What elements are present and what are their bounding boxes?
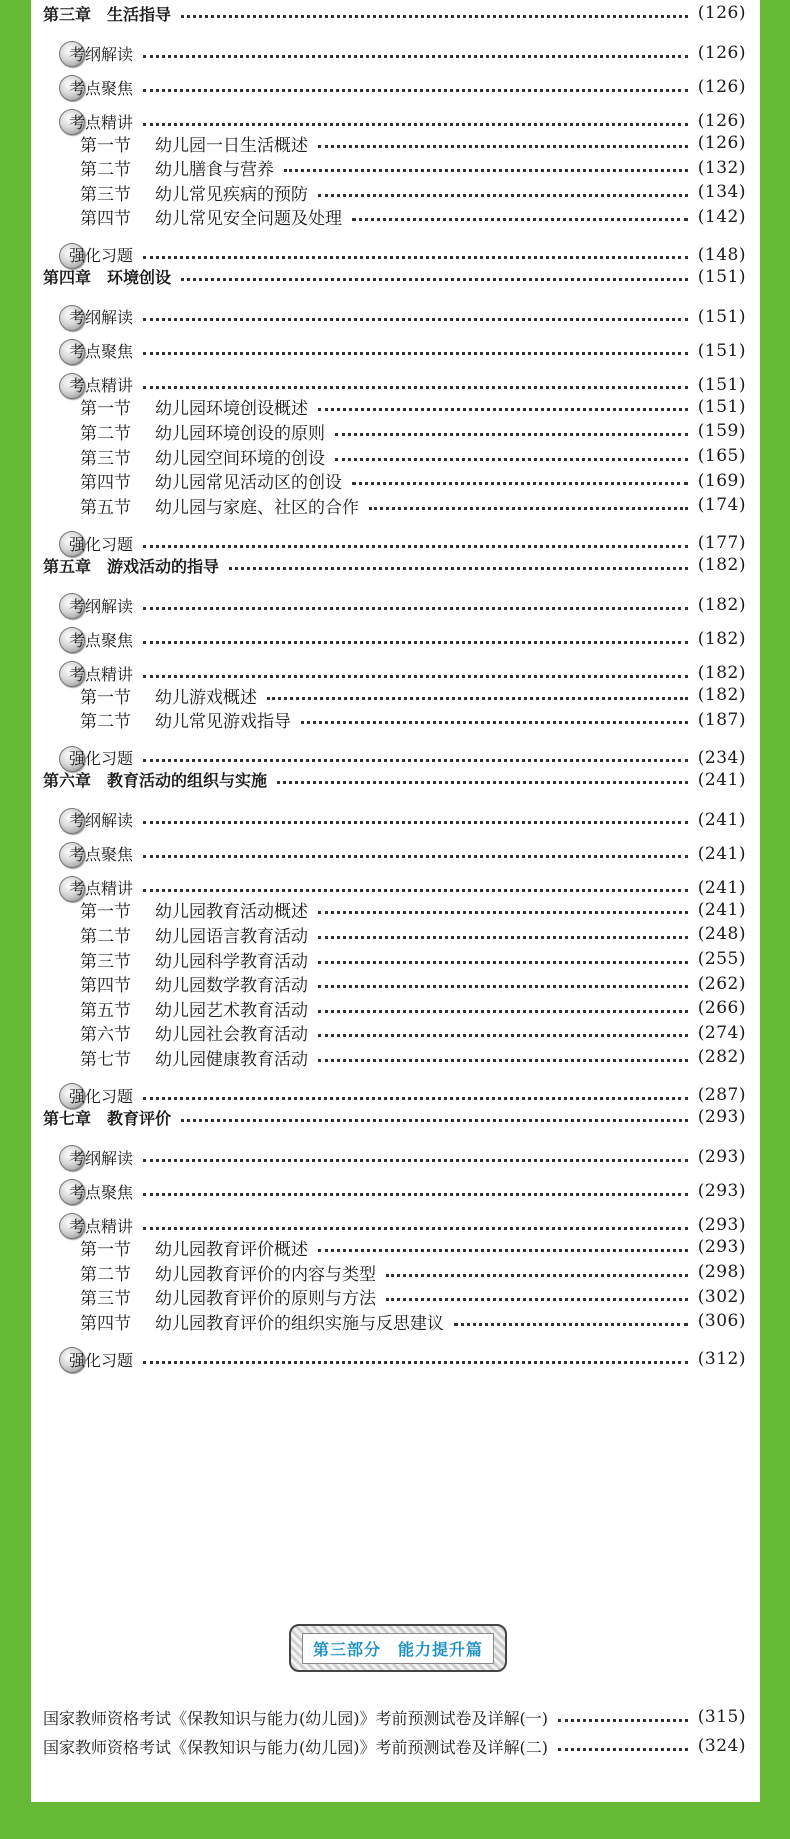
module-label: 考纲解读 xyxy=(69,596,134,616)
page-number: (241) xyxy=(697,769,746,790)
module-badge xyxy=(61,74,133,100)
chapter-title: 教育评价 xyxy=(107,1108,172,1128)
dot-leader xyxy=(318,936,688,939)
dot-leader xyxy=(143,1227,688,1230)
part-banner xyxy=(289,1624,507,1672)
dot-leader xyxy=(143,1361,688,1364)
dot-leader xyxy=(143,1097,688,1100)
dot-leader xyxy=(318,145,688,148)
toc-module-row xyxy=(31,592,760,618)
dot-leader xyxy=(335,458,688,461)
section-title: 幼儿园一日生活概述 xyxy=(155,135,308,156)
page-number: (134) xyxy=(697,182,746,203)
page-number: (248) xyxy=(697,924,746,945)
module-label: 强化习题 xyxy=(69,246,134,266)
page-number: (187) xyxy=(697,709,746,730)
dot-leader xyxy=(454,1323,688,1326)
page-number: (293) xyxy=(697,1181,746,1202)
toc-module-row xyxy=(31,1144,760,1170)
dot-leader xyxy=(143,675,688,678)
dot-leader xyxy=(143,123,688,126)
exam-title: 国家教师资格考试《保教知识与能力(幼儿园)》考前预测试卷及详解(二) xyxy=(43,1737,548,1757)
module-label: 考点精讲 xyxy=(69,879,134,899)
section-number: 第二节 xyxy=(80,160,131,181)
page-number: (159) xyxy=(697,421,746,442)
dot-leader xyxy=(143,607,688,610)
toc-section-row xyxy=(31,492,760,518)
module-label: 考纲解读 xyxy=(69,44,134,64)
section-title: 幼儿园科学教育活动 xyxy=(155,951,308,972)
dot-leader xyxy=(318,961,688,964)
toc-section-row xyxy=(31,921,760,947)
chapter-title: 教育活动的组织与实施 xyxy=(107,771,268,791)
page-number: (182) xyxy=(697,685,746,706)
toc-section-row xyxy=(31,682,760,708)
module-badge xyxy=(61,841,133,867)
dot-leader xyxy=(143,1193,688,1196)
page-number: (182) xyxy=(697,663,746,684)
dot-leader xyxy=(143,759,688,762)
page-number: (293) xyxy=(697,1215,746,1236)
section-title: 幼儿园数学教育活动 xyxy=(155,976,308,997)
page-number: (274) xyxy=(697,1022,746,1043)
dot-leader xyxy=(318,1034,688,1037)
section-title: 幼儿园教育评价的内容与类型 xyxy=(155,1264,376,1285)
page-number: (151) xyxy=(697,266,746,287)
page-number: (298) xyxy=(697,1262,746,1282)
module-badge xyxy=(61,304,133,330)
module-label: 考点聚焦 xyxy=(69,78,134,98)
section-number: 第七节 xyxy=(80,1049,131,1070)
chapter-number: 第三章 xyxy=(43,4,92,24)
module-label: 考纲解读 xyxy=(69,1148,134,1168)
dot-leader xyxy=(143,855,688,858)
dot-leader xyxy=(301,721,688,724)
dot-leader xyxy=(318,1010,688,1013)
dot-leader xyxy=(143,1159,688,1162)
toc-chapter-row xyxy=(31,767,760,793)
section-number: 第二节 xyxy=(80,1264,131,1285)
toc-section-row xyxy=(31,1284,760,1310)
module-label: 考纲解读 xyxy=(69,308,134,328)
toc-module-row xyxy=(31,626,760,652)
toc-section-row xyxy=(31,995,760,1021)
section-title: 幼儿园教育评价概述 xyxy=(155,1239,308,1260)
page-number: (312) xyxy=(697,1349,746,1370)
page-number: (302) xyxy=(697,1286,746,1307)
dot-leader xyxy=(558,1719,688,1722)
toc-chapter-row xyxy=(31,1104,760,1130)
dot-leader xyxy=(143,55,688,58)
chapter-number: 第六章 xyxy=(43,771,92,791)
section-number: 第五节 xyxy=(80,497,131,518)
section-number: 第二节 xyxy=(80,926,131,947)
section-number: 第四节 xyxy=(80,473,131,494)
page-number: (241) xyxy=(697,899,746,920)
chapter-number: 第七章 xyxy=(43,1108,92,1128)
dot-leader xyxy=(143,641,688,644)
page-number: (182) xyxy=(697,555,746,576)
toc-section-row xyxy=(31,394,760,420)
toc-module-row xyxy=(31,40,760,66)
dot-leader xyxy=(143,386,688,389)
section-title: 幼儿园教育活动概述 xyxy=(155,902,308,923)
page-number: (177) xyxy=(697,533,746,554)
module-label: 考点聚焦 xyxy=(69,845,134,865)
section-number: 第四节 xyxy=(80,976,131,997)
page-number: (262) xyxy=(697,973,746,994)
section-title: 幼儿常见游戏指导 xyxy=(155,712,291,733)
toc-module-row xyxy=(31,1346,760,1372)
section-number: 第六节 xyxy=(80,1025,131,1046)
section-number: 第四节 xyxy=(80,209,131,230)
dot-leader xyxy=(181,15,688,18)
dot-leader xyxy=(143,545,688,548)
module-badge xyxy=(61,338,133,364)
section-title: 幼儿常见安全问题及处理 xyxy=(155,209,342,230)
page-number: (126) xyxy=(697,3,746,23)
dot-leader xyxy=(318,985,688,988)
exam-title: 国家教师资格考试《保教知识与能力(幼儿园)》考前预测试卷及详解(一) xyxy=(43,1708,548,1728)
toc-section-row xyxy=(31,1308,760,1334)
page-number: (132) xyxy=(697,157,746,178)
page-number: (293) xyxy=(697,1147,746,1168)
toc-section-row xyxy=(31,130,760,156)
page-number: (241) xyxy=(697,809,746,830)
module-badge xyxy=(61,1144,133,1170)
dot-leader xyxy=(143,352,688,355)
dot-leader xyxy=(318,1059,688,1062)
page-number: (151) xyxy=(697,306,746,327)
page-number: (126) xyxy=(697,111,746,131)
page-number: (126) xyxy=(697,133,746,153)
dot-leader xyxy=(386,1298,688,1301)
toc-section-row xyxy=(31,1259,760,1285)
toc-section-row xyxy=(31,468,760,494)
chapter-title: 生活指导 xyxy=(107,4,172,24)
exam-row xyxy=(31,1733,760,1759)
section-title: 幼儿膳食与营养 xyxy=(155,160,274,181)
toc-section-row xyxy=(31,155,760,181)
module-label: 考点精讲 xyxy=(69,112,134,132)
toc-section-row xyxy=(31,204,760,230)
chapter-number: 第五章 xyxy=(43,556,92,576)
part-banner-label: 第三部分 能力提升篇 xyxy=(302,1633,494,1664)
toc-section-row xyxy=(31,946,760,972)
dot-leader xyxy=(267,697,688,700)
module-label: 考点精讲 xyxy=(69,1216,134,1236)
toc-section-row xyxy=(31,179,760,205)
dot-leader xyxy=(143,821,688,824)
module-badge xyxy=(61,807,133,833)
page-number: (282) xyxy=(697,1047,746,1068)
chapter-number: 第四章 xyxy=(43,268,92,288)
toc-section-row xyxy=(31,971,760,997)
dot-leader xyxy=(369,507,688,510)
module-label: 考纲解读 xyxy=(69,811,134,831)
page-number: (234) xyxy=(697,747,746,768)
dot-leader xyxy=(229,567,688,570)
page-number: (287) xyxy=(697,1085,746,1106)
page-number: (293) xyxy=(697,1107,746,1128)
module-label: 考点聚焦 xyxy=(69,630,134,650)
dot-leader xyxy=(318,911,688,914)
chapter-title: 游戏活动的指导 xyxy=(107,556,220,576)
dot-leader xyxy=(181,278,688,281)
section-number: 第三节 xyxy=(80,951,131,972)
page-number: (174) xyxy=(697,495,746,516)
dot-leader xyxy=(143,889,688,892)
section-number: 第四节 xyxy=(80,1313,131,1334)
page-number: (315) xyxy=(697,1707,746,1727)
dot-leader xyxy=(335,433,688,436)
page-number: (142) xyxy=(697,206,746,227)
dot-leader xyxy=(277,781,688,784)
page-number: (126) xyxy=(697,43,746,63)
page-number: (151) xyxy=(697,340,746,361)
section-number: 第一节 xyxy=(80,399,131,420)
page-number: (165) xyxy=(697,446,746,466)
toc-section-row xyxy=(31,707,760,733)
module-label: 强化习题 xyxy=(69,534,134,554)
section-title: 幼儿游戏概述 xyxy=(155,687,257,708)
toc-section-row xyxy=(31,1044,760,1070)
module-label: 考点聚焦 xyxy=(69,1182,134,1202)
toc-module-row xyxy=(31,807,760,833)
dot-leader xyxy=(284,169,688,172)
page-number: (306) xyxy=(697,1311,746,1332)
toc-module-row xyxy=(31,338,760,364)
section-title: 幼儿园环境创设的原则 xyxy=(155,423,325,444)
page-number: (182) xyxy=(697,595,746,616)
toc-section-row xyxy=(31,1234,760,1260)
dot-leader xyxy=(352,482,688,485)
section-title: 幼儿园与家庭、社区的合作 xyxy=(155,497,359,518)
section-title: 幼儿园教育评价的组织实施与反思建议 xyxy=(155,1313,444,1334)
section-number: 第五节 xyxy=(80,1000,131,1021)
chapter-title: 环境创设 xyxy=(107,268,172,288)
toc-module-row xyxy=(31,304,760,330)
section-number: 第三节 xyxy=(80,448,131,469)
section-number: 第二节 xyxy=(80,712,131,733)
page-number: (151) xyxy=(697,396,746,417)
section-title: 幼儿园健康教育活动 xyxy=(155,1049,308,1070)
page-number: (241) xyxy=(697,877,746,898)
dot-leader xyxy=(318,408,688,411)
section-number: 第一节 xyxy=(80,1239,131,1260)
toc-module-row xyxy=(31,74,760,100)
dot-leader xyxy=(558,1748,688,1751)
section-title: 幼儿园环境创设概述 xyxy=(155,399,308,420)
section-title: 幼儿园教育评价的原则与方法 xyxy=(155,1289,376,1310)
page-number: (169) xyxy=(697,470,746,491)
toc-module-row xyxy=(31,841,760,867)
section-title: 幼儿园社会教育活动 xyxy=(155,1025,308,1046)
dot-leader xyxy=(143,318,688,321)
dot-leader xyxy=(318,194,688,197)
toc-section-row xyxy=(31,443,760,469)
dot-leader xyxy=(352,218,688,221)
module-label: 考点精讲 xyxy=(69,664,134,684)
section-number: 第一节 xyxy=(80,902,131,923)
section-title: 幼儿园艺术教育活动 xyxy=(155,1000,308,1021)
toc-page xyxy=(31,0,760,1802)
module-badge xyxy=(61,1346,133,1372)
toc-section-row xyxy=(31,897,760,923)
dot-leader xyxy=(318,1249,688,1252)
module-label: 考点聚焦 xyxy=(69,342,134,362)
toc-section-row xyxy=(31,418,760,444)
module-badge xyxy=(61,1178,133,1204)
section-number: 第一节 xyxy=(80,687,131,708)
section-number: 第三节 xyxy=(80,1289,131,1310)
section-title: 幼儿园空间环境的创设 xyxy=(155,448,325,469)
module-label: 强化习题 xyxy=(69,1350,134,1370)
section-title: 幼儿常见疾病的预防 xyxy=(155,184,308,205)
exam-row xyxy=(31,1704,760,1730)
module-label: 强化习题 xyxy=(69,1086,134,1106)
module-badge xyxy=(61,626,133,652)
toc-chapter-row xyxy=(31,0,760,26)
section-number: 第三节 xyxy=(80,184,131,205)
page-number: (266) xyxy=(697,998,746,1019)
module-badge xyxy=(61,592,133,618)
dot-leader xyxy=(143,89,688,92)
page-number: (148) xyxy=(697,244,746,265)
toc-section-row xyxy=(31,1020,760,1046)
page-number: (241) xyxy=(697,843,746,864)
page-number: (151) xyxy=(697,374,746,395)
section-number: 第一节 xyxy=(80,135,131,156)
dot-leader xyxy=(181,1119,688,1122)
section-title: 幼儿园语言教育活动 xyxy=(155,926,308,947)
toc-module-row xyxy=(31,1178,760,1204)
page-number: (324) xyxy=(697,1736,746,1756)
toc-chapter-row xyxy=(31,552,760,578)
module-label: 考点精讲 xyxy=(69,376,134,396)
page-number: (255) xyxy=(697,949,746,969)
dot-leader xyxy=(386,1274,688,1277)
page-number: (126) xyxy=(697,77,746,97)
module-badge xyxy=(61,40,133,66)
page-number: (182) xyxy=(697,629,746,650)
module-label: 强化习题 xyxy=(69,749,134,769)
section-number: 第二节 xyxy=(80,423,131,444)
page-number: (293) xyxy=(697,1237,746,1258)
toc-chapter-row xyxy=(31,264,760,290)
dot-leader xyxy=(143,256,688,259)
section-title: 幼儿园常见活动区的创设 xyxy=(155,473,342,494)
